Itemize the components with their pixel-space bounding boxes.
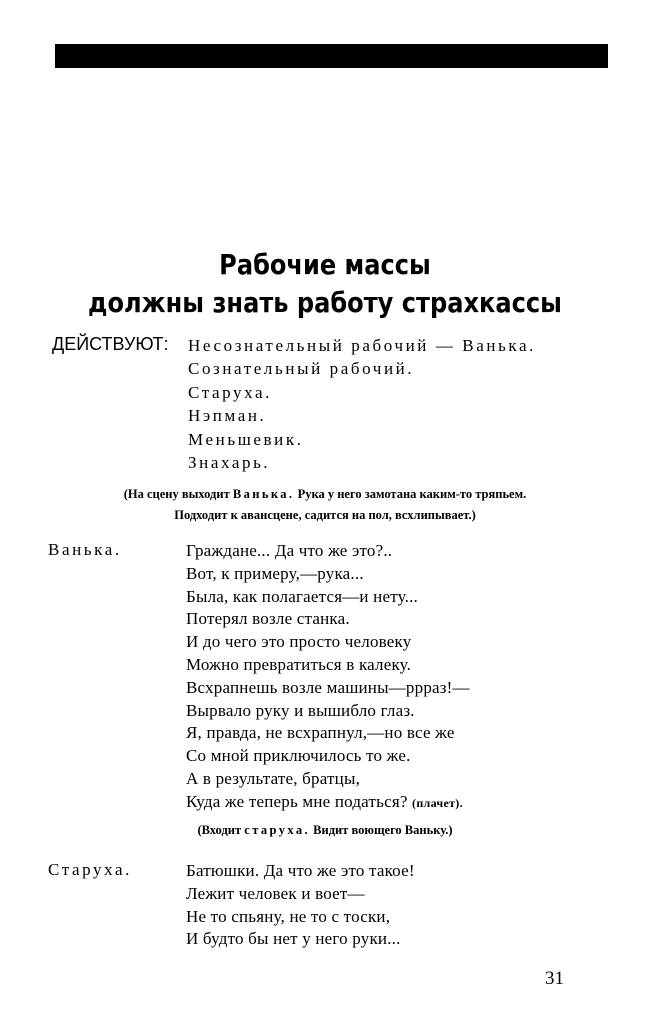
verse-text: Куда же теперь мне податься? — [186, 791, 408, 811]
speech-verse — [186, 860, 415, 951]
stage-aside: (плачет). — [412, 795, 463, 810]
verse-line: Можно превратиться в калеку. — [186, 654, 412, 674]
speaker-name: Старуха. — [48, 860, 132, 879]
verse-line: Батюшки. Да что же это такое! — [186, 861, 415, 880]
stage-direction-text: (Входит — [197, 823, 242, 837]
cast-member: Несознательный рабочий — Ванька. — [188, 336, 537, 355]
verse-line: Вырвало руку и вышибло глаз. — [186, 700, 415, 720]
verse-line — [186, 791, 470, 815]
verse-line: Была, как полагается—и нету... — [186, 586, 418, 606]
verse-line: И будто бы нет у него руки... — [186, 929, 401, 949]
cast-member: Нэпман. — [188, 406, 267, 426]
title-line-2: должны знать работу страхкассы — [88, 286, 562, 319]
cast-member: Сознательный рабочий. — [188, 359, 415, 379]
verse-line: Я, правда, не всхрапнул,—но все же — [186, 723, 455, 743]
verse-line: Вот, к примеру,—рука... — [186, 563, 364, 583]
page-title — [46, 246, 605, 322]
stage-direction-line — [30, 484, 620, 505]
verse-line: Лежит человек и воет— — [186, 883, 365, 903]
top-black-rule — [55, 44, 608, 68]
stage-direction-text: (На сцену выходит — [123, 487, 230, 501]
verse-line: А в результате, братцы, — [186, 768, 361, 788]
verse-line: И до чего это просто человеку — [186, 632, 412, 652]
cast-member: Старуха. — [188, 382, 272, 402]
title-line-1: Рабочие массы — [219, 248, 431, 281]
stage-direction-line: Подходит к авансцене, садится на пол, всхлипывает.) — [174, 508, 476, 522]
speech-verse — [186, 540, 470, 815]
verse-line: Граждане... Да что же это?.. — [186, 541, 393, 560]
speaker-name: Ванька. — [48, 540, 122, 559]
stage-direction-character: Ванька. — [232, 487, 295, 501]
stage-direction-2 — [30, 820, 620, 841]
verse-line: Всхрапнешь возле машины—ррраз!— — [186, 677, 470, 697]
cast-member: Меньшевик. — [188, 429, 304, 449]
cast-list — [188, 334, 536, 474]
cast-member: Знахарь. — [188, 453, 271, 473]
verse-line: Потерял возле станка. — [186, 609, 350, 629]
stage-direction-character: старуха. — [244, 823, 311, 837]
page-number: 31 — [545, 968, 564, 989]
verse-line: Со мной приключилось то же. — [186, 746, 411, 766]
stage-direction-text: Видит воющего Ваньку.) — [313, 823, 453, 837]
cast-label: ДЕЙСТВУЮТ: — [52, 334, 169, 354]
verse-line: Не то спьяну, не то с тоски, — [186, 906, 391, 926]
stage-direction-text: Рука у него замотана каким-то тряпьем. — [297, 487, 527, 501]
stage-direction-1 — [30, 484, 620, 526]
